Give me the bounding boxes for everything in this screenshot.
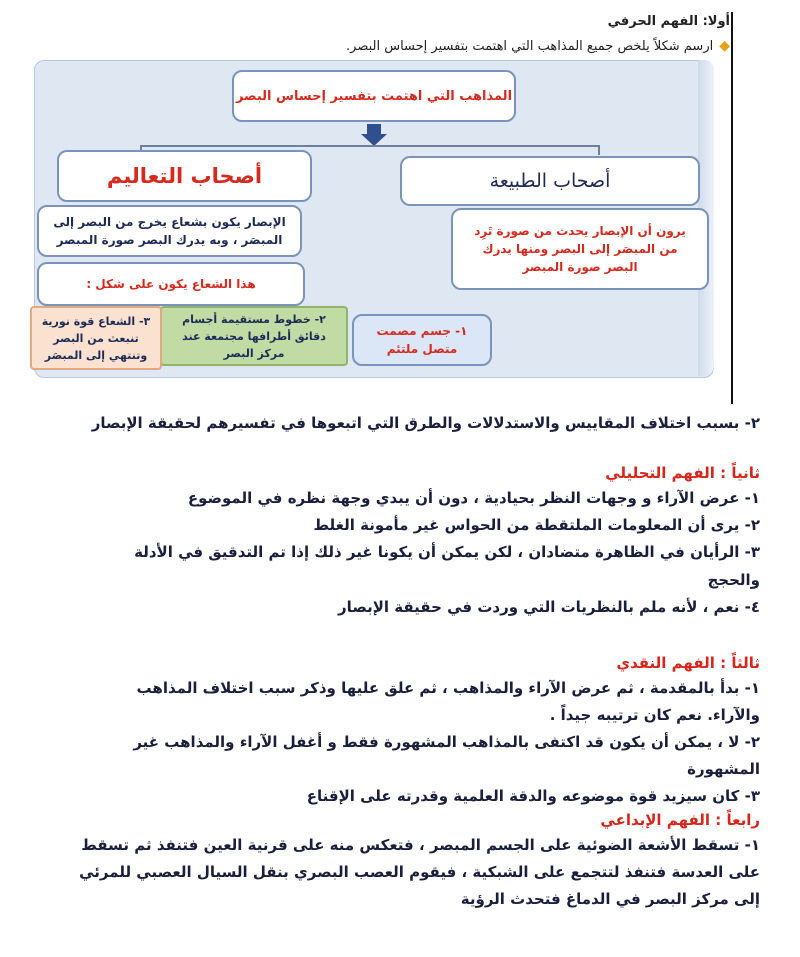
- arrow-down-icon: [367, 124, 381, 134]
- analytic-3-cont: والحجج: [707, 571, 760, 589]
- creative-1-cont: على العدسة فتنفذ لتتجمع على الشبكية ، فيقوم العصب البصري بنقل السيال العصبي للمرئي: [79, 863, 760, 881]
- shape-option-2: ٢- خطوط مستقيمة أجسام دقائق أطرافها مجتمعة عند مركز البصر: [160, 306, 348, 366]
- answer-line: ٢- بسبب اختلاف المقاييس والاستدلالات والطرق التي اتبعوها في تفسيرهم لحقيقة الإبصار: [91, 414, 760, 432]
- connector-right: [598, 145, 600, 155]
- analytic-3: ٣- الرأيان في الظاهرة متضادان ، لكن يمكن أن يكونا غير ذلك إذا تم التدقيق في الأدلة: [134, 543, 760, 561]
- instruction-text: ارسم شكلاً يلخص جميع المذاهب التي اهتمت بتفسير إحساس البصر.: [346, 38, 714, 54]
- creative-1-end: إلى مركز البصر في الدماغ فتحدث الرؤية: [460, 890, 760, 908]
- analytic-4: ٤- نعم ، لأنه ملم بالنظريات التي وردت في حقيقة الإبصار: [338, 598, 760, 616]
- shape-option-1: ١- جسم مصمت متصل ملتئم: [352, 314, 492, 366]
- analytic-1: ١- عرض الآراء و وجهات النظر بحيادية ، دون أن يبدي وجهة نظره في الموضوع: [187, 489, 760, 507]
- left-description-box: الإبصار يكون بشعاع يخرج من البصر إلى المبصَر ، وبه يدرك البصر صورة المبصر: [37, 205, 302, 257]
- critical-2-cont: المشهورة: [687, 760, 760, 778]
- section-title: أولا: الفهم الحرفي: [607, 14, 730, 29]
- shape-option-3: ٣- الشعاع قوة نورية تنبعث من البصر وتنتهي إلى المبصَر: [30, 306, 162, 370]
- critical-1: ١- بدأ بالمقدمة ، ثم عرض الآراء والمذاهب ، ثم علق عليها وذكر سبب اختلاف المذاهب: [136, 679, 760, 697]
- creative-title: رابعاً : الفهم الإبداعي: [600, 811, 760, 829]
- heading-ashab-altaalim: أصحاب التعاليم: [57, 150, 312, 202]
- diagram-top-box: المذاهب التي اهتمت بتفسير إحساس البصر: [232, 70, 516, 122]
- critical-1-cont: والآراء. نعم كان ترتيبه جيداً .: [549, 706, 760, 724]
- heading-ashab-altabia: أصحاب الطبيعة: [400, 156, 700, 206]
- shape-title-box: هذا الشعاع يكون على شكل :: [37, 262, 305, 306]
- diamond-bullet-icon: ◆: [719, 38, 730, 54]
- instruction-line: [346, 38, 730, 54]
- right-description-box: يرون أن الإبصار يحدث من صورة تَرِد من المبصَر إلى البصر ومنها يدرك البصر صورة المبصر: [451, 208, 709, 290]
- vertical-divider: [731, 12, 733, 404]
- creative-1: ١- تسقط الأشعة الضوئية على الجسم المبصر ، فتعكس منه على قرنية العين فتنفذ ثم تسقط: [81, 836, 760, 854]
- critical-title: ثالثاً : الفهم النقدي: [616, 654, 760, 672]
- critical-3: ٣- كان سيزيد قوة موضوعه والدقة العلمية وقدرته على الإقناع: [306, 787, 760, 805]
- analytic-2: ٢- يرى أن المعلومات الملتقطة من الحواس غير مأمونة الغلط: [313, 516, 760, 534]
- connector-line: [140, 145, 600, 147]
- analytic-title: ثانياً : الفهم التحليلي: [605, 464, 760, 482]
- critical-2: ٢- لا ، يمكن أن يكون قد اكتفى بالمذاهب المشهورة فقط و أغفل الآراء والمذاهب غير: [133, 733, 760, 751]
